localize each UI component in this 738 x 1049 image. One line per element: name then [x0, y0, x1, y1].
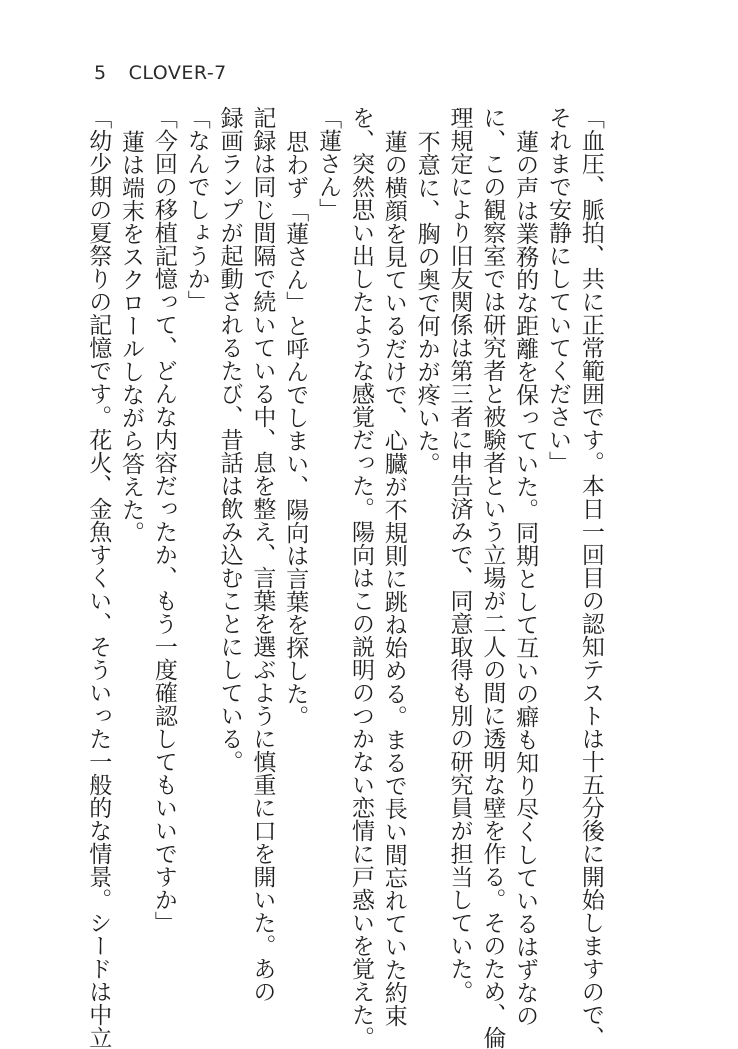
text-line: 理規定により旧友関係は第三者に申告済みで、同意取得も別の研究員が担当していた。 — [446, 106, 473, 1003]
text-line: 録画ランプが起動されるたび、昔話は飲み込むことにしている。 — [216, 106, 243, 773]
page-number: 5 — [94, 62, 107, 84]
text-line: に、この観察室では研究者と被験者という立場が二人の間に透明な壁を作る。そのため、倫 — [479, 106, 506, 1049]
text-line: 蓮の声は業務的な距離を保っていた。同期として互いの癖も知り尽くしているはずなの — [512, 130, 539, 1027]
vertical-text-body — [84, 106, 604, 1049]
text-line: 「蓮さん」 — [315, 106, 342, 221]
text-line: それまで安静にしていてください」 — [545, 106, 571, 474]
text-line: 思わず「蓮さん」と呼んでしまい、陽向は言葉を探した。 — [282, 130, 309, 728]
text-line: を、突然思い出したような感覚だった。陽向はこの説明のつかない恋情に戸惑いを覚えた。 — [347, 106, 374, 1049]
text-line: 不意に、胸の奥で何かが疼いた。 — [413, 130, 440, 475]
running-title: CLOVER-7 — [128, 62, 227, 84]
text-line: 蓮の横顔を見ているだけで、心臓が不規則に跳ね始める。まるで長い間忘れていた約束 — [380, 130, 407, 1027]
text-line: 蓮は端末をスクロールしながら答えた。 — [118, 130, 145, 544]
running-header — [94, 62, 227, 84]
text-line: 「幼少期の夏祭りの記憶です。花火、金魚すくい、そういった一般的な情景。シードは中立 — [85, 106, 112, 1049]
text-line: 記録は同じ間隔で続いている中、息を整え、言葉を選ぶように慎重に口を開いた。あの — [249, 106, 276, 1003]
text-line: 「血圧、脈拍、共に正常範囲です。本日一回目の認知テストは十五分後に開始しますので、 — [577, 106, 604, 1049]
text-line: 「今回の移植記憶って、どんな内容だったか、もう一度確認してもいいですか」 — [150, 106, 177, 934]
text-line: 「なんでしょうか」 — [183, 106, 210, 313]
